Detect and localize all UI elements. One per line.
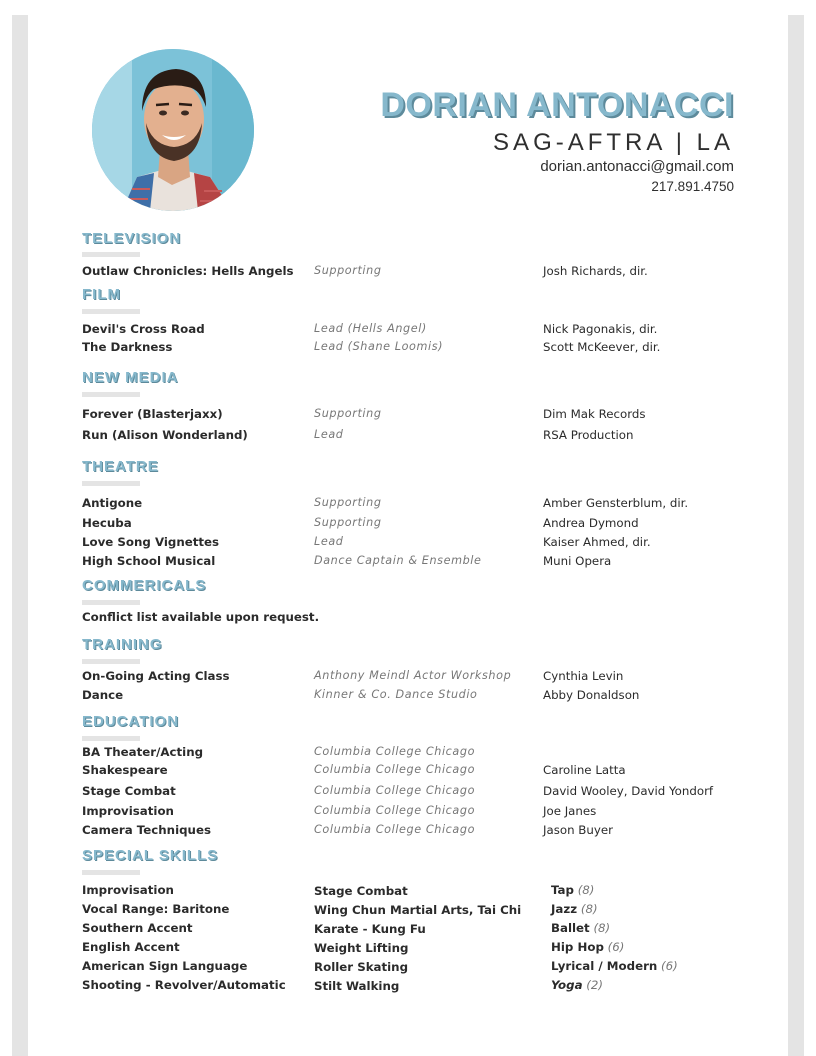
section-title-special-skills: SPECIAL SKILLS bbox=[82, 847, 219, 864]
dance-skill bbox=[551, 978, 603, 992]
dance-level: (6) bbox=[661, 959, 678, 973]
credit-role: Lead bbox=[314, 535, 344, 548]
credit-row bbox=[0, 669, 816, 685]
dance-level: (2) bbox=[586, 978, 603, 992]
credit-row bbox=[0, 407, 816, 423]
skill-item: English Accent bbox=[82, 940, 180, 954]
credit-row bbox=[0, 823, 816, 839]
skill-item: Improvisation bbox=[82, 883, 174, 897]
credit-title: Devil's Cross Road bbox=[82, 322, 205, 336]
dance-level: (6) bbox=[607, 940, 625, 954]
section-rule bbox=[82, 392, 140, 397]
section-title-film: FILM bbox=[82, 286, 121, 303]
skill-item: Vocal Range: Baritone bbox=[82, 902, 230, 916]
credit-title: Antigone bbox=[82, 496, 143, 510]
credit-role: Columbia College Chicago bbox=[314, 763, 476, 776]
section-title-training: TRAINING bbox=[82, 636, 163, 653]
credit-role: Lead bbox=[314, 428, 344, 441]
dance-style: Tap bbox=[551, 883, 574, 897]
dance-skill bbox=[551, 940, 624, 954]
credit-director: Amber Gensterblum, dir. bbox=[543, 496, 689, 510]
credit-director: Dim Mak Records bbox=[543, 407, 646, 421]
credit-row bbox=[0, 804, 816, 820]
credit-director: Joe Janes bbox=[543, 804, 597, 818]
actor-name: DORIAN ANTONACCI bbox=[380, 86, 734, 124]
credit-row bbox=[0, 428, 816, 444]
section-rule bbox=[82, 736, 140, 741]
credit-director: RSA Production bbox=[543, 428, 634, 442]
credit-role: Columbia College Chicago bbox=[314, 784, 476, 797]
credit-title: Love Song Vignettes bbox=[82, 535, 220, 549]
credit-row bbox=[0, 516, 816, 532]
credit-role: Dance Captain & Ensemble bbox=[314, 554, 482, 567]
skill-item: Stage Combat bbox=[314, 884, 408, 898]
section-title-new-media: NEW MEDIA bbox=[82, 369, 179, 386]
dance-level: (8) bbox=[580, 902, 598, 916]
dance-style: Jazz bbox=[551, 902, 578, 916]
credit-row bbox=[0, 745, 816, 761]
section-rule bbox=[82, 600, 140, 605]
credit-director: Jason Buyer bbox=[543, 823, 613, 837]
credit-title: The Darkness bbox=[82, 340, 173, 354]
dance-skill bbox=[551, 959, 678, 973]
dance-style: Yoga bbox=[551, 978, 583, 992]
credit-director: Kaiser Ahmed, dir. bbox=[543, 535, 651, 549]
section-title-theatre: THEATRE bbox=[82, 458, 159, 475]
dance-style: Hip Hop bbox=[551, 940, 604, 954]
credit-row bbox=[0, 535, 816, 551]
credit-title: On-Going Acting Class bbox=[82, 669, 230, 683]
credit-role: Lead (Shane Loomis) bbox=[314, 340, 444, 353]
dance-level: (8) bbox=[593, 921, 611, 935]
skill-item: Roller Skating bbox=[314, 960, 409, 974]
credit-title: Hecuba bbox=[82, 516, 132, 530]
credit-director: Caroline Latta bbox=[543, 763, 626, 777]
phone-number: 217.891.4750 bbox=[651, 179, 734, 194]
section-rule bbox=[82, 870, 140, 875]
credit-title: High School Musical bbox=[82, 554, 216, 568]
commercials-note: Conflict list available upon request. bbox=[82, 610, 320, 624]
credit-title: Camera Techniques bbox=[82, 823, 211, 837]
credit-title: Stage Combat bbox=[82, 784, 176, 798]
credit-row bbox=[0, 688, 816, 704]
credit-row bbox=[0, 322, 816, 338]
credit-role: Supporting bbox=[314, 496, 382, 509]
dance-skill bbox=[551, 883, 594, 897]
skill-item: Wing Chun Martial Arts, Tai Chi bbox=[314, 903, 522, 917]
dance-skill bbox=[551, 921, 610, 935]
dance-level: (8) bbox=[577, 883, 595, 897]
credit-title: Shakespeare bbox=[82, 763, 168, 777]
credit-director: Cynthia Levin bbox=[543, 669, 624, 683]
union-affiliation: SAG-AFTRA | LA bbox=[493, 129, 734, 156]
email-address[interactable]: dorian.antonacci@gmail.com bbox=[540, 158, 734, 175]
credit-row bbox=[0, 340, 816, 356]
credit-director: Nick Pagonakis, dir. bbox=[543, 322, 658, 336]
section-title-commercials: COMMERICALS bbox=[82, 577, 207, 594]
credit-director: Scott McKeever, dir. bbox=[543, 340, 661, 354]
dance-style: Lyrical / Modern bbox=[551, 959, 658, 973]
credit-role: Supporting bbox=[314, 264, 382, 277]
headshot-photo bbox=[92, 49, 254, 211]
credit-role: Supporting bbox=[314, 516, 382, 529]
credit-title: Dance bbox=[82, 688, 124, 702]
credit-role: Columbia College Chicago bbox=[314, 804, 476, 817]
section-rule bbox=[82, 309, 140, 314]
credit-row bbox=[0, 763, 816, 779]
credit-role: Supporting bbox=[314, 407, 382, 420]
skill-item: Stilt Walking bbox=[314, 979, 400, 993]
credit-director: Josh Richards, dir. bbox=[543, 264, 648, 278]
skill-item: Shooting - Revolver/Automatic bbox=[82, 978, 286, 992]
dance-style: Ballet bbox=[551, 921, 590, 935]
credit-title: Improvisation bbox=[82, 804, 174, 818]
credit-director: Muni Opera bbox=[543, 554, 612, 568]
credit-row bbox=[0, 496, 816, 512]
credit-director: Andrea Dymond bbox=[543, 516, 639, 530]
credit-row bbox=[0, 264, 816, 280]
section-title-television: TELEVISION bbox=[82, 230, 182, 247]
credit-title: Outlaw Chronicles: Hells Angels bbox=[82, 264, 294, 278]
skill-item: Karate - Kung Fu bbox=[314, 922, 426, 936]
skill-item: Southern Accent bbox=[82, 921, 193, 935]
credit-role: Lead (Hells Angel) bbox=[314, 322, 427, 335]
credit-role: Kinner & Co. Dance Studio bbox=[314, 688, 478, 701]
section-rule bbox=[82, 659, 140, 664]
credit-role: Columbia College Chicago bbox=[314, 823, 476, 836]
credit-role: Anthony Meindl Actor Workshop bbox=[314, 669, 512, 682]
section-rule bbox=[82, 481, 140, 486]
section-rule bbox=[82, 252, 140, 257]
credit-role: Columbia College Chicago bbox=[314, 745, 476, 758]
credit-title: BA Theater/Acting bbox=[82, 745, 204, 759]
credit-title: Forever (Blasterjaxx) bbox=[82, 407, 223, 421]
credit-title: Run (Alison Wonderland) bbox=[82, 428, 248, 442]
section-title-education: EDUCATION bbox=[82, 713, 180, 730]
skill-item: American Sign Language bbox=[82, 959, 248, 973]
skill-item: Weight Lifting bbox=[314, 941, 409, 955]
credit-row bbox=[0, 554, 816, 570]
credit-director: David Wooley, David Yondorf bbox=[543, 784, 714, 798]
credit-director: Abby Donaldson bbox=[543, 688, 640, 702]
credit-row bbox=[0, 784, 816, 800]
dance-skill bbox=[551, 902, 598, 916]
